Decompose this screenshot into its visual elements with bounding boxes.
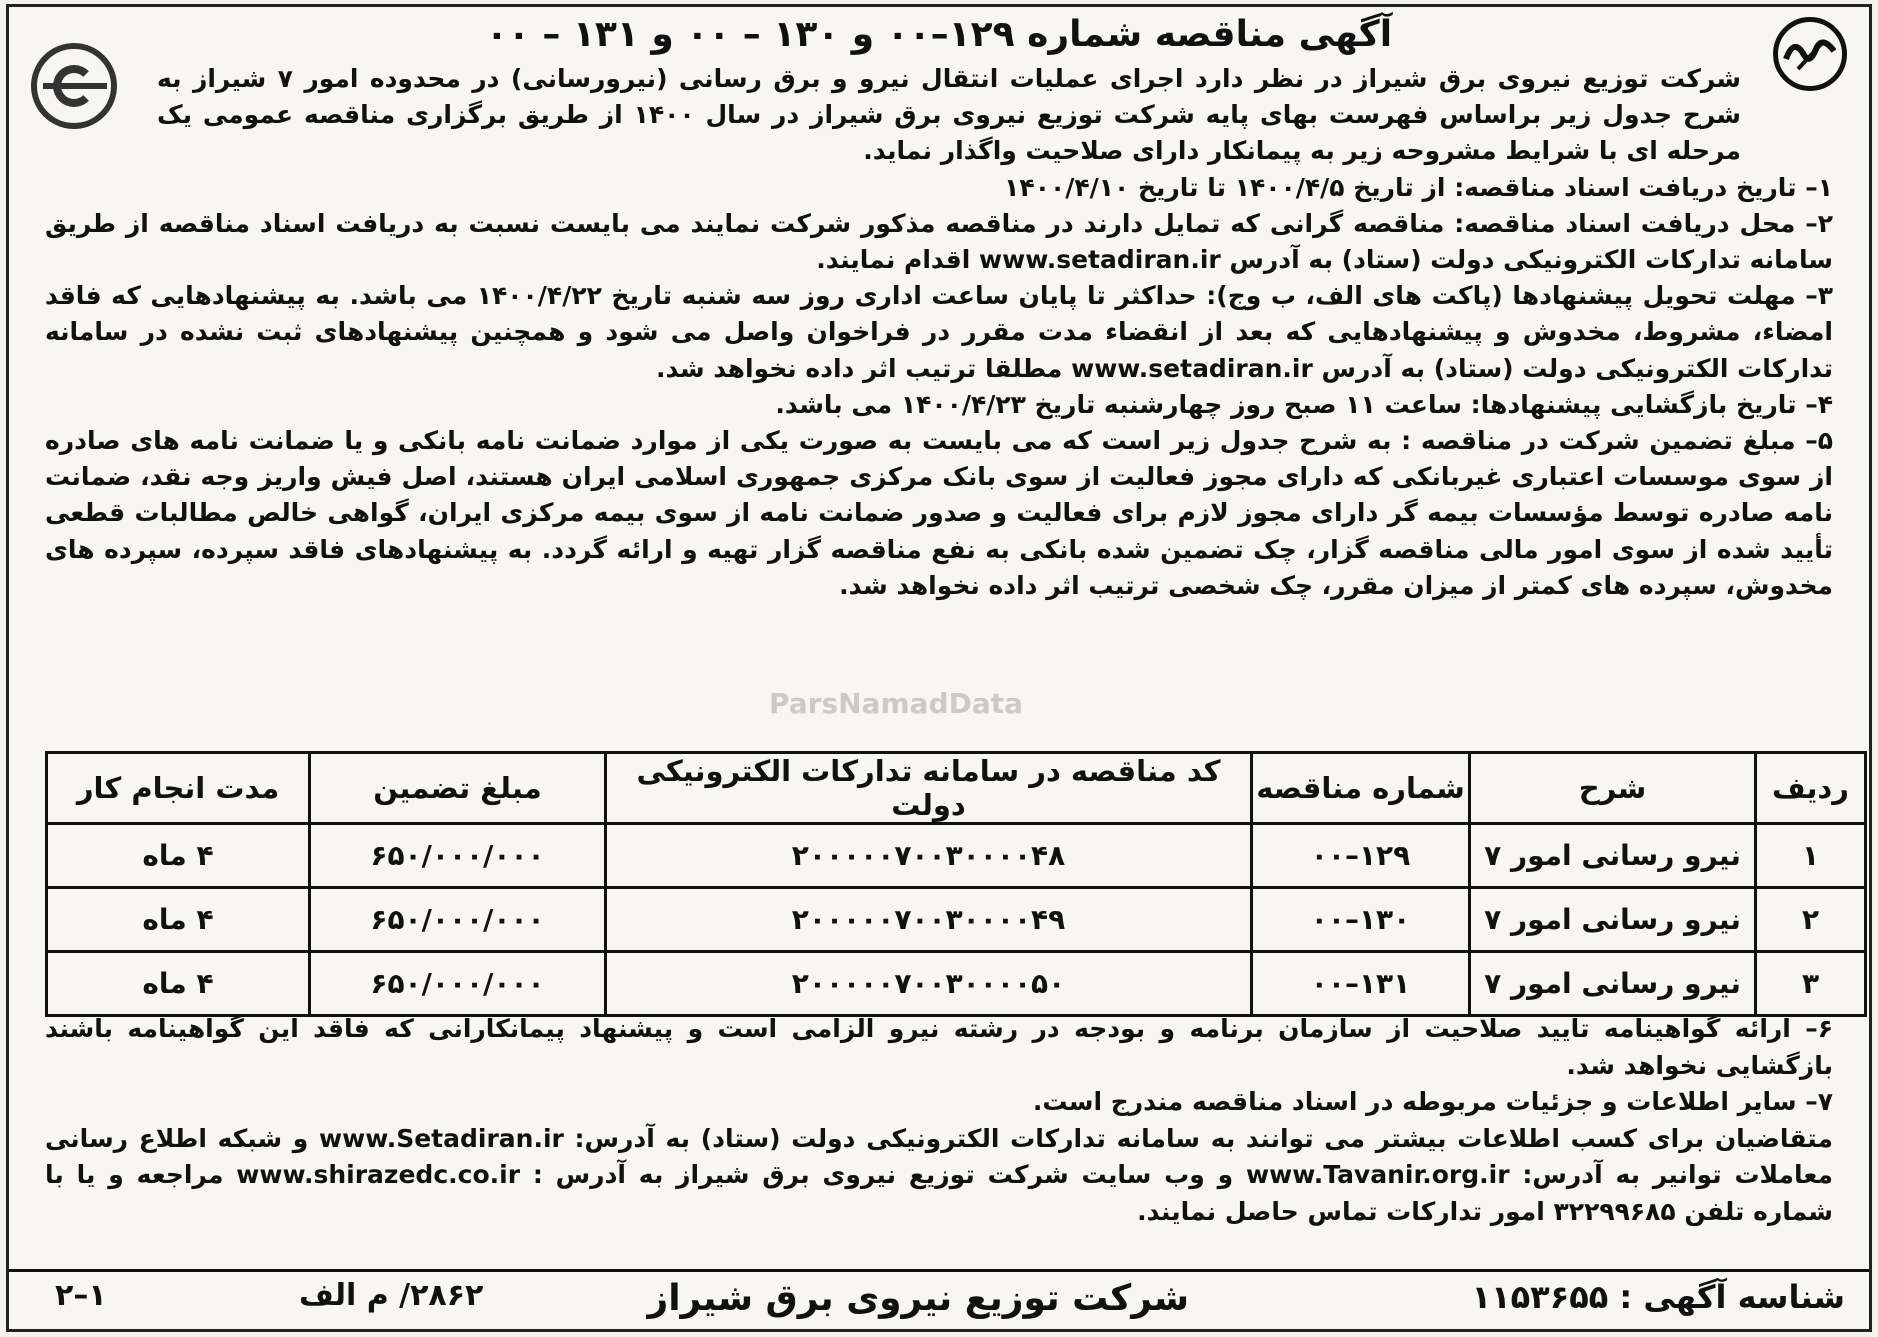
cell-tender-code: ۲۰۰۰۰۰۷۰۰۳۰۰۰۰۴۹ bbox=[606, 888, 1252, 952]
item-4-label: ۴– تاریخ بازگشایی پیشنهادها: bbox=[1470, 389, 1833, 419]
intro-paragraph: شرکت توزیع نیروی برق شیراز در نظر دارد اجرای عملیات انتقال نیرو و برق رسانی (نیرورسانی) در محدوده امور ۷ شیراز به شرح جدول زیر براساس فهرست بهای پایه شرکت توزیع نیروی برق شیراز در سال ۱۴۰۰ از طریق برگزاری مناقصه عمومی یک مرحله ای با شرایط مشروحه زیر به پیمانکار دارای صلاحیت واگذار نماید. bbox=[157, 64, 1741, 166]
item-7: ۷– سایر اطلاعات و جزئیات مربوطه در اسناد مناقصه مندرج است. bbox=[1032, 1087, 1833, 1116]
header-description: شرح bbox=[1470, 753, 1756, 824]
item-3-label: ۳– مهلت تحویل پیشنهادها (پاکت های الف، ب وج): bbox=[1206, 281, 1833, 311]
ad-code: ۲۸۶۲/ م الف bbox=[299, 1278, 484, 1313]
cell-tender-number: ۱۲۹–۰۰ bbox=[1252, 824, 1470, 888]
cell-description: نیرو رسانی امور ۷ bbox=[1470, 952, 1756, 1016]
table-row bbox=[47, 888, 1866, 952]
cell-tender-number: ۱۳۰–۰۰ bbox=[1252, 888, 1470, 952]
item-2 bbox=[45, 206, 1833, 278]
header-guarantee-amount: مبلغ تضمین bbox=[310, 753, 606, 824]
watermark: ParsNamadData bbox=[769, 687, 1023, 720]
header-duration: مدت انجام کار bbox=[47, 753, 310, 824]
cell-guarantee-amount: ۶۵۰/۰۰۰/۰۰۰ bbox=[310, 888, 606, 952]
header-tender-number: شماره مناقصه bbox=[1252, 753, 1470, 824]
notice-header bbox=[9, 7, 1869, 63]
tender-notice-page bbox=[6, 4, 1872, 1332]
item-4 bbox=[45, 387, 1833, 423]
header-tender-code: کد مناقصه در سامانه تدارکات الکترونیکی دولت bbox=[606, 753, 1252, 824]
cell-tender-code: ۲۰۰۰۰۰۷۰۰۳۰۰۰۰۴۸ bbox=[606, 824, 1252, 888]
contact-paragraph: متقاضیان برای کسب اطلاعات بیشتر می توانند به سامانه تدارکات الکترونیکی دولت (ستاد) به آدرس: www.Setadiran.ir و شبکه اطلاع رسانی معاملات توانیر به آدرس: www.Tavanir.org.ir و وب سایت شرکت توزیع نیروی برق شیراز به آدرس : www.shirazedc.co.ir مراجعه و یا با شماره تلفن ۳۲۲۹۹۶۸۵ امور تدارکات تماس حاصل نمایند. bbox=[45, 1123, 1833, 1226]
item-2-label: ۲– محل دریافت اسناد مناقصه: bbox=[1454, 208, 1833, 238]
table-header-row bbox=[47, 753, 1866, 824]
table-row bbox=[47, 824, 1866, 888]
item-3-text: حداکثر تا پایان ساعت اداری روز سه شنبه تاریخ ۱۴۰۰/۴/۲۲ می باشد. به پیشنهادهایی که فاقد امضاء، مشروط، مخدوش و پیشنهادهایی که بعد از انقضاء مدت مقرر در فراخوان واصل می شود و همچنین پیشنهادهای ثبت نشده در سامانه تدارکات الکترونیکی دولت (ستاد) به آدرس www.setadiran.ir مطلقا ترتیب اثر داده نخواهد شد. bbox=[45, 281, 1833, 383]
item-4-text: ساعت ۱۱ صبح روز چهارشنبه تاریخ ۱۴۰۰/۴/۲۳ می باشد. bbox=[775, 389, 1471, 419]
cell-guarantee-amount: ۶۵۰/۰۰۰/۰۰۰ bbox=[310, 952, 606, 1016]
item-1 bbox=[45, 170, 1833, 206]
item-6: ۶– ارائه گواهینامه تایید صلاحیت از سازمان برنامه و بودجه در رشته نیرو الزامی است و پیشنهاد پیمانکارانی که فاقد این گواهینامه باشند بازگشایی نخواهد شد. bbox=[45, 1014, 1833, 1080]
item-1-label: ۱– تاریخ دریافت اسناد مناقصه: bbox=[1454, 172, 1833, 202]
notice-bottom-bar bbox=[9, 1269, 1869, 1323]
item-3 bbox=[45, 278, 1833, 387]
item-1-text: از تاریخ ۱۴۰۰/۴/۵ تا تاریخ ۱۴۰۰/۴/۱۰ bbox=[1004, 172, 1455, 202]
cell-description: نیرو رسانی امور ۷ bbox=[1470, 888, 1756, 952]
cell-row-number: ۱ bbox=[1756, 824, 1866, 888]
cell-duration: ۴ ماه bbox=[47, 952, 310, 1016]
cell-tender-number: ۱۳۱–۰۰ bbox=[1252, 952, 1470, 1016]
cell-description: نیرو رسانی امور ۷ bbox=[1470, 824, 1756, 888]
table-row bbox=[47, 952, 1866, 1016]
item-2-text: مناقصه گرانی که تمایل دارند در مناقصه مذکور شرکت نمایند می بایست نسبت به دریافت اسناد مناقصه از طریق سامانه تدارکات الکترونیکی دولت (ستاد) به آدرس www.setadiran.ir اقدام نمایند. bbox=[45, 208, 1833, 275]
cell-tender-code: ۲۰۰۰۰۰۷۰۰۳۰۰۰۰۵۰ bbox=[606, 952, 1252, 1016]
tender-table bbox=[45, 751, 1867, 1017]
notice-body bbox=[45, 61, 1833, 604]
cell-row-number: ۲ bbox=[1756, 888, 1866, 952]
header-row-number: ردیف bbox=[1756, 753, 1866, 824]
cell-duration: ۴ ماه bbox=[47, 888, 310, 952]
notice-title: آگهی مناقصه شماره ۱۲۹–۰۰ و ۱۳۰ – ۰۰ و ۱۳۱ – ۰۰ bbox=[485, 14, 1393, 55]
cell-duration: ۴ ماه bbox=[47, 824, 310, 888]
notice-footer-text bbox=[45, 1011, 1833, 1230]
item-5-text: به شرح جدول زیر است که می بایست به صورت یکی از موارد ضمانت نامه بانکی و یا ضمانت نامه های صادره از سوی موسسات اعتباری غیربانکی که دارای مجوز فعالیت از سوی بانک مرکزی جمهوری اسلامی ایران هستند، اصل فیش واریز وجه نقد، ضمانت نامه صادره توسط مؤسسات بیمه گر دارای مجوز لازم برای فعالیت و صدور ضمانت نامه از سوی بیمه مرکزی ایران، گواهی خالص مطالبات قطعی تأیید شده از سوی امور مالی مناقصه گزار، چک تضمین شده بانکی به نفع مناقصه گزار تهیه و ارائه گردد. به پیشنهادهای فاقد سپرده، سپرده های مخدوش، سپرده های کمتر از میزان مقرر، چک شخصی ترتیب اثر داده نخواهد شد. bbox=[45, 426, 1833, 600]
page-number: ۱–۲ bbox=[55, 1278, 107, 1313]
company-name: شرکت توزیع نیروی برق شیراز bbox=[647, 1278, 1189, 1319]
cell-row-number: ۳ bbox=[1756, 952, 1866, 1016]
item-5-label: ۵– مبلغ تضمین شرکت در مناقصه : bbox=[1401, 426, 1833, 456]
cell-guarantee-amount: ۶۵۰/۰۰۰/۰۰۰ bbox=[310, 824, 606, 888]
ad-id: شناسه آگهی : ۱۱۵۳۶۵۵ bbox=[1471, 1278, 1845, 1316]
item-5 bbox=[45, 423, 1833, 604]
